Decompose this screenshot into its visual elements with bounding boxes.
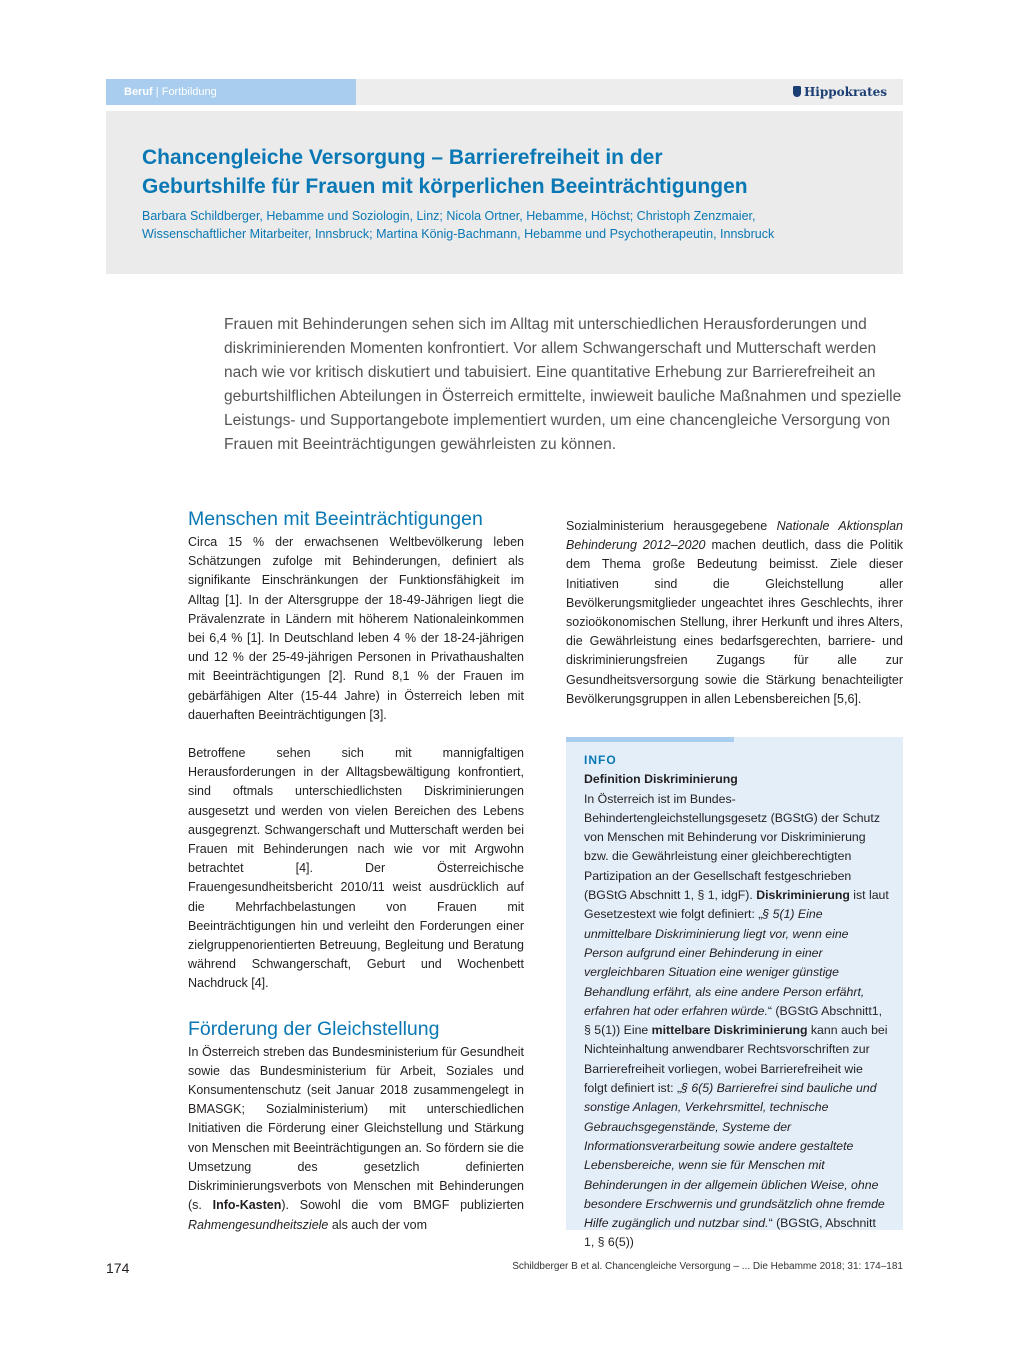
logo-text: Hippokrates — [803, 85, 887, 99]
left-column — [188, 505, 524, 1235]
bold-term: mittelbare Diskriminierung — [651, 1023, 808, 1038]
subsection-label: Fortbildung — [161, 86, 217, 98]
authors — [142, 207, 862, 243]
publisher-logo — [793, 79, 887, 105]
paragraph — [566, 517, 903, 709]
article-title — [142, 143, 862, 201]
section-heading-2: Förderung der Gleichstellung — [188, 1017, 440, 1040]
text-run: “ (BGStG Abschnitt1, § 5(1)) Eine — [584, 1003, 883, 1038]
page-number: 174 — [106, 1260, 130, 1276]
authors-line-2: Wissenschaftlicher Mitarbeiter, Innsbruck; Martina König-Bachmann, Hebamme und Psychotherapeutin, Innsbruck — [142, 227, 775, 241]
legal-quote: § 6(5) Barrierefrei sind bauliche und sonstige Anlagen, Verkehrsmittel, technische Gebrauchsgegenstände, Systeme der Informationsverarbeitung sowie andere gestaltete Lebensbereiche, wenn sie für Menschen mit Behinderungen in der allgemein üblichen Weise, ohne besondere Erschwernis und grundsätzlich ohne fremde Hilfe zugänglich und nutzbar sind. — [584, 1081, 885, 1231]
right-column — [566, 517, 903, 709]
text-run: Sozialministerium herausgegebene — [566, 519, 777, 533]
running-header — [106, 79, 903, 105]
title-line-2: Geburtshilfe für Frauen mit körperlichen Beeinträchtigungen — [142, 175, 748, 198]
bold-term: Diskriminierung — [756, 888, 850, 903]
abstract: Frauen mit Behinderungen sehen sich im Alltag mit unterschiedlichen Herausforderungen und diskriminierenden Momenten konfrontiert. Vor allem Schwangerschaft und Mutterschaft werden nach wie vor kritisch diskutiert und tabuisiert. Eine quantitative Erhebung zur Barrierefreiheit an geburtshilflichen Abteilungen in Österreich ermittelte, inwieweit bauliche Maßnahmen und spezielle Leistungs- und Supportangebote implementiert wurden, um eine chancengleiche Versorgung von Frauen mit Beeinträchtigungen gewährleisten zu können. — [224, 316, 902, 453]
legal-quote: § 5(1) Eine unmittelbare Diskriminierung liegt vor, wenn eine Person aufgrund einer Behinderung in einer vergleichbaren Situation eine weniger günstige Behandlung erfährt, als eine andere Person erfährt, erfahren hat oder erfahren würde. — [584, 907, 865, 1018]
info-subtitle: Definition Diskriminierung — [584, 772, 738, 787]
text-run: machen deutlich, dass die Politik dem Thema große Bedeutung beimisst. Ziele dieser Initiativen sind die Gleichstellung aller Bevölkerungsmitglieder ungeachtet ihres Geschlechts, ihrer sozioökonomischen Stellung, ihrer Herkunft und ihres Alters, die Gewährleistung eines bedarfsgerechten, barriere- und diskriminierungsfreien Zugangs für alle zur Gesundheitsversorgung sowie die Stärkung benachteiligter Bevölkerungsgruppen in allen Lebensbereichen [5,6]. — [566, 538, 904, 706]
info-label: INFO — [584, 753, 617, 767]
text-run: kann auch bei Nichteinhaltung anwendbarer Rechtsvorschriften zur Barrierefreiheit vorliegen, wobei Barrierefreiheit wie folgt definiert ist: „ — [584, 1023, 888, 1096]
paragraph — [188, 1043, 524, 1235]
info-accent-bar — [566, 737, 734, 742]
text-run: ist laut Gesetzestext wie folgt definiert: „ — [584, 888, 889, 922]
info-content — [584, 751, 889, 1253]
text-run: ). Sowohl die vom BMGF publizierten — [281, 1198, 524, 1213]
paragraph: Circa 15 % der erwachsenen Weltbevölkerung leben Schätzungen zufolge mit Behinderungen, definiert als signifikante Einschränkungen der Funktionsfähigkeit im Alltag [1]. In der Altersgruppe der 18-49-Jährigen liegt die Prävalenzrate in Ländern mit höherem Nationaleinkommen bei 6,4 % [1]. In Deutschland leben 4 % der 18-24-jährigen und 12 % der 25-49-jährigen Personen in Privathaushalten mit Beeinträchtigungen [2]. Rund 8,1 % der Frauen im gebärfähigen Alter (15-44 Jahre) in Österreich leben mit dauerhaften Beeinträchtigungen [3]. — [188, 535, 524, 722]
section-label: Beruf — [124, 86, 153, 98]
italic-term: Nationale Aktionsplan Behinderung 2012–2020 — [566, 519, 903, 553]
hippokrates-emblem-icon — [793, 86, 801, 97]
paragraph: Betroffene sehen sich mit mannigfaltigen Herausforderungen in der Alltagsbewältigung konfrontiert, sind oftmals unterschiedlichsten Diskriminierungen ausgesetzt und werden von vielen Bereichen des Lebens ausgegrenzt. Schwangerschaft und Mutterschaft werden bei Frauen mit Behinderungen nach wie vor mit Argwohn betrachtet [4]. Der Österreichische Frauengesundheitsbericht 2010/11 weist ausdrücklich auf die Mehrfachbelastungen von Frauen mit Beeinträchtigungen hin und verleiht den Forderungen einer zielgruppenorientierten Betreuung, Begleitung und Beratung während Schwangerschaft, Geburt und Wochenbett Nachdruck [4]. — [188, 746, 524, 991]
text-run: “ (BGStG, Abschnitt 1, § 6(5)) — [584, 1216, 876, 1250]
info-box-reference: Info-Kasten — [212, 1198, 282, 1213]
info-box — [566, 737, 903, 1250]
info-text — [584, 790, 889, 1253]
section-tag — [106, 79, 356, 105]
text-run: In Österreich streben das Bundesministerium für Gesundheit sowie das Bundesministerium für Arbeit, Soziales und Konsumentenschutz (seit Januar 2018 zusammengelegt in BMASGK; Sozialministerium) mit unterschiedlichen Initiativen die Förderung einer Gleichstellung und Stärkung von Menschen mit Beeinträchtigungen an. So fördern sie die Umsetzung des gesetzlich definierten Diskriminierungsverbots von Menschen mit Behinderungen (s. — [188, 1044, 524, 1213]
text-run: als auch der vom — [328, 1217, 428, 1232]
authors-line-1: Barbara Schildberger, Hebamme und Soziologin, Linz; Nicola Ortner, Hebamme, Höchst; Christoph Zenzmaier, — [142, 209, 756, 223]
citation: Schildberger B et al. Chancengleiche Versorgung – ... Die Hebamme 2018; 31: 174–181 — [512, 1261, 903, 1272]
section-heading-1: Menschen mit Beeinträchtigungen — [188, 508, 483, 530]
section-separator: | — [152, 86, 162, 98]
title-block — [106, 111, 903, 274]
italic-term: Rahmengesundheitsziele — [188, 1217, 329, 1232]
title-line-1: Chancengleiche Versorgung – Barrierefreiheit in der — [142, 146, 663, 169]
text-run: In Österreich ist im Bundes-Behindertengleichstellungsgesetz (BGStG) der Schutz von Menschen mit Behinderung vor Diskriminierung bzw. die Gewährleistung einer gleichberechtigten Partizipation an der Gesellschaft festgeschrieben (BGStG Abschnitt 1, § 1, idgF). — [584, 791, 880, 903]
